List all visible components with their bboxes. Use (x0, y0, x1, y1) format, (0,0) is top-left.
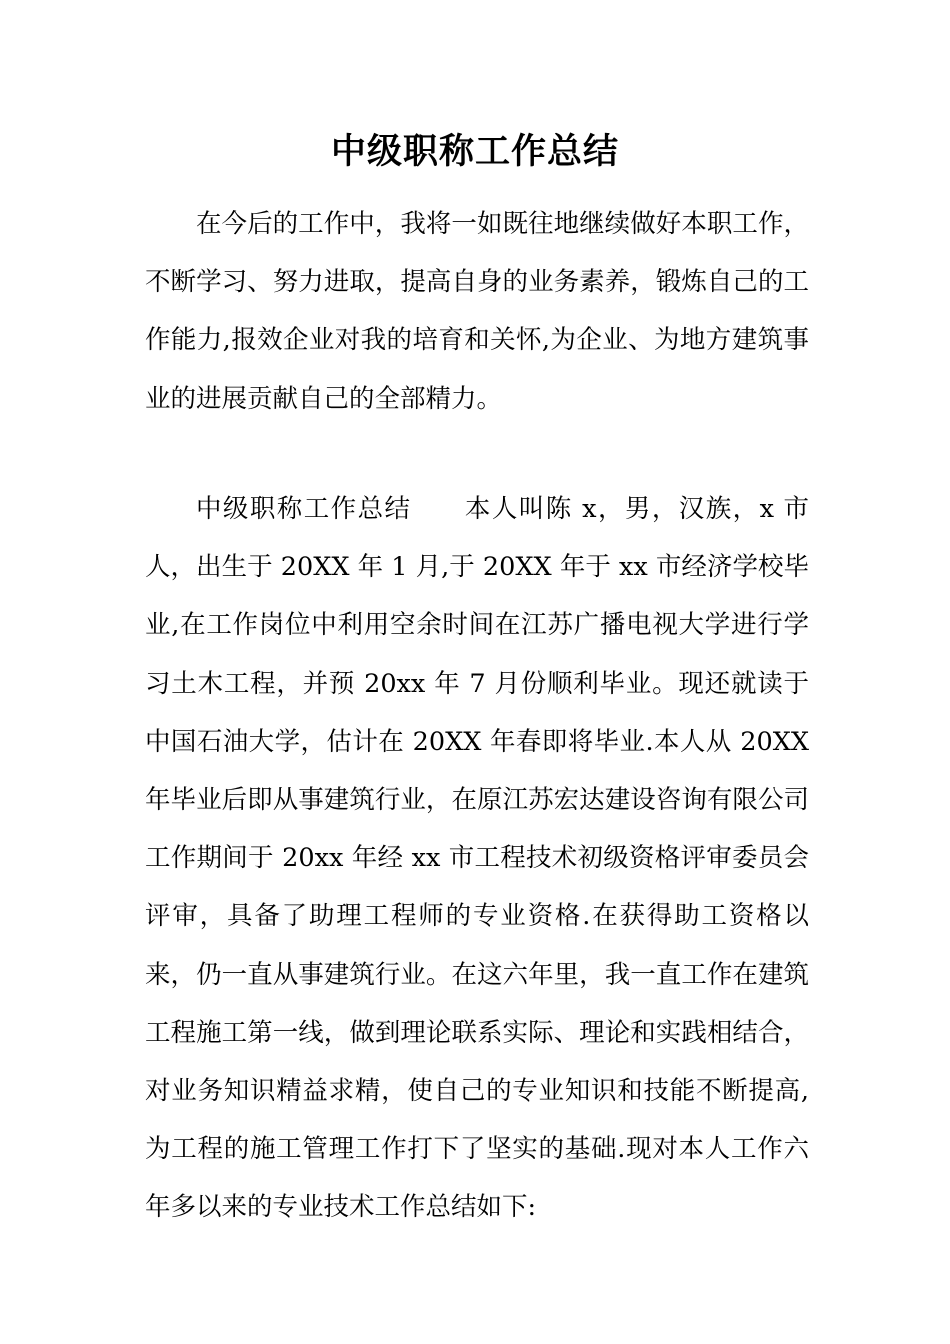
summary-heading: 中级职称工作总结 (196, 494, 412, 524)
page-title: 中级职称工作总结 (330, 131, 619, 172)
paragraph-closing: 在今后的工作中，我将一如既往地继续做好本职工作，不断学习、努力进取，提高自身的业务素养，锻炼自己的工作能力,报效企业对我的培育和关怀,为企业、为地方建筑事业的进展贡献自己的全部精力。 (145, 209, 809, 414)
paragraph-summary (145, 480, 809, 1237)
summary-body: 本人叫陈 x，男，汉族，x 市人，出生于 20XX 年 1 月,于 20XX 年于 xx 市经济学校毕业,在工作岗位中利用空余时间在江苏广播电视大学进行学习土木工程，并预 20xx 年 7 月份顺利毕业。现还就读于中国石油大学，估计在 20XX 年春即将毕业.本人从 20XX 年毕业后即从事建筑行业，在原江苏宏达建设咨询有限公司工作期间于 20xx 年经 xx 市工程技术初级资格评审委员会评审，具备了助理工程师的专业资格.在获得助工资格以来，仍一直从事建筑行业。在这六年里，我一直工作在建筑工程施工第一线，做到理论联系实际、理论和实践相结合，对业务知识精益求精，使自己的专业知识和技能不断提高,为工程的施工管理工作打下了坚实的基础.现对本人工作六年多以来的专业技术工作总结如下: (145, 494, 809, 1223)
